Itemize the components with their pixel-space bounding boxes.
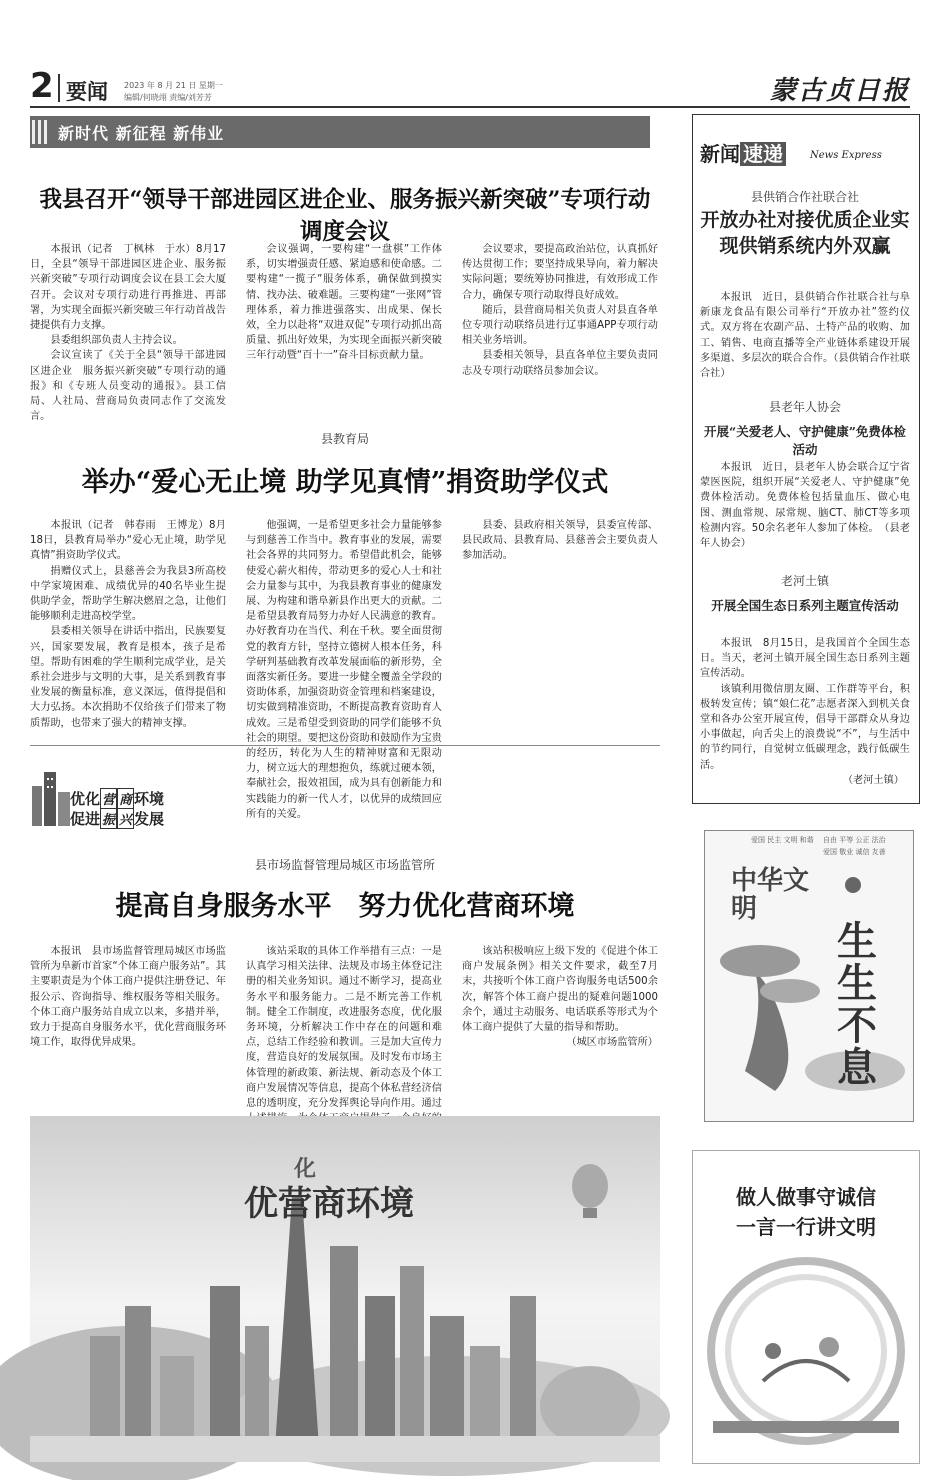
article1-paragraph: 随后，县营商局相关负责人对县直各单位专项行动联络员进行辽事通APP专项行动相关业务培训。: [462, 304, 658, 347]
promo-illustration: [30, 1116, 660, 1462]
article2-paragraph: 本报讯（记者 韩春雨 王博龙）8月18日，县教育局举办“爱心无止境，助学见真情”捐资助学仪式。: [30, 520, 226, 562]
date-line: 2023 年 8 月 21 日 星期一: [124, 81, 223, 90]
ad1-values-line3: 爱国 敬业 诚信 友善: [823, 848, 886, 856]
biz-box: 振: [100, 808, 117, 829]
article3-paragraph: 本报讯 县市场监督管理局城区市场监管所为阜新市首家“个体工商户服务站”。其主要职责是为个体工商户提供注册登记、年报公示、咨询指导、维权服务等相关服务。个体工商户服务站自成立以来，多措并举，致力于提高自身服务水平，优化营商服务环境工作，取得优异成果。: [30, 946, 226, 1049]
biz-slogan-line2: [70, 808, 164, 829]
article1-paragraph: 县委相关领导，县直各单位主要负责同志及专项行动联络员参加会议。: [462, 350, 658, 377]
article1-col1: [30, 242, 226, 424]
express-item1-body: [700, 290, 910, 381]
editor-line: 编辑/何晓翊 责编/刘芳芳: [124, 93, 212, 102]
promo-title-small: 化: [294, 1156, 317, 1182]
article1-col2: [246, 242, 442, 364]
express-item3-text2: 该镇利用微信朋友圈、工作群等平台，积极转发宣传；镇“娘仁花”志愿者深入到机关食堂和各办公室开展宣传，倡导干部群众从身边小事做起，向舌尖上的浪费说“不”，与生活中的节约同行，自觉树立低碳理念，践行低碳生活。: [700, 683, 910, 771]
article3-col3: [462, 944, 658, 1096]
article3-col1: [30, 944, 226, 1096]
express-item3-kicker: 老河土镇: [780, 574, 829, 588]
biz-box: 商: [117, 788, 134, 809]
express-item2-body: [700, 460, 910, 551]
header-rule: [30, 106, 910, 108]
section-name: 要闻: [66, 80, 108, 104]
integrity-ad: [692, 1150, 920, 1464]
page-number: 2: [30, 66, 54, 106]
ad1-big-text1: 中华文明: [731, 866, 810, 924]
article1-col3: [462, 242, 658, 379]
article2-col3: [462, 518, 658, 738]
ad1-values-line1: 爱国 民主 文明 和谐: [751, 836, 814, 844]
ad1-big-text2: 生生不息: [837, 918, 877, 1091]
express-item3-source: （老河土镇）: [842, 774, 904, 786]
express-item3-text: 本报讯 8月15日，是我国首个全国生态日。当天，老河土镇开展全国生态日系列主题宣传活动。: [700, 638, 910, 680]
article3-source: （城区市场监管所）: [566, 1037, 658, 1049]
express-item2-kicker: 县老年人协会: [768, 400, 841, 414]
article3-col2: [246, 944, 442, 1110]
article2-paragraph: 捐赠仪式上，县慈善会为我县3所高校中学家境困难、成绩优异的40名毕业生提供助学金，帮助学生解决燃眉之急，让他们能够顺利走进高校学堂。: [30, 565, 226, 623]
express-item2-headline: 开展“关爱老人、守护健康”免费体检活动: [704, 424, 906, 457]
biz-text: 优化: [70, 790, 101, 808]
article1-paragraph: 会议强调，一要构建“一盘棋”工作体系，切实增强责任感、紧迫感和使命感。二要构建“一揽子”服务体系，确保做到摸实情、找办法、破难题。三要构建“一张网”管理体系，着力推进强落实、出成果、保长效，全力以赴将“双进双促”专项行动抓出高质量、抓出好效果，为实现全面振兴新突破三年行动暨“百十一”奋斗目标贡献力量。: [246, 244, 442, 362]
banner-text: 新时代 新征程 新伟业: [58, 124, 225, 143]
promo-title: 优营商环境: [244, 1184, 414, 1224]
article2-headline: 举办“爱心无止境 助学见真情”捐资助学仪式: [81, 467, 609, 498]
article2-paragraph: 县委、县政府相关领导，县委宣传部、县民政局、县教育局、县慈善会主要负责人参加活动。: [462, 520, 658, 562]
civilization-ad: [704, 830, 914, 1122]
banner-stripes: [32, 120, 50, 148]
article2-col1: [30, 518, 226, 738]
express-item3-headline: 开展全国生态日系列主题宣传活动: [711, 598, 899, 613]
ad1-values-line2: 自由 平等 公正 法治: [823, 836, 886, 844]
express-title-b: 速递: [740, 142, 786, 166]
news-express-title: [700, 138, 786, 167]
express-item1-kicker: 县供销合作社联合社: [750, 190, 859, 204]
masthead-logo: 蒙古贞日报: [769, 76, 910, 106]
news-express-english: News Express: [810, 150, 882, 161]
biz-text: 环境: [134, 790, 165, 808]
express-item1-headline: 开放办社对接优质企业实现供销系统内外双赢: [700, 209, 910, 257]
biz-text: 促进: [70, 810, 101, 828]
article3-headline: 提高自身服务水平 努力优化营商环境: [115, 891, 575, 922]
article1-paragraph: 县委组织部负责人主持会议。: [50, 335, 183, 347]
business-environment-logo: [30, 766, 220, 826]
biz-slogan-line1: [70, 788, 164, 809]
express-item1-text: 本报讯 近日，县供销合作社联合社与阜新康龙食品有限公司举行“开放办社”签约仪式。双方将在农副产品、土特产品的收购、加工、销售、电商直播等全产业链体系建设开展多渠道、多层次的联合合作。（县供销合作社联合社）: [700, 292, 910, 380]
article1-paragraph: 会议要求，要提高政治站位，认真抓好传达贯彻工作；要坚持成果导向，着力解决实际问题；要统筹协同推进，有效形成工作合力，确保专项行动取得良好成效。: [462, 244, 658, 301]
express-title-a: 新闻: [700, 142, 740, 166]
article2-kicker: 县教育局: [320, 432, 369, 446]
header-divider: [58, 74, 60, 102]
city-skyline-illustration: [30, 1116, 660, 1462]
article3-kicker: 县市场监督管理局城区市场监管所: [254, 858, 435, 872]
biz-box: 兴: [117, 808, 134, 829]
section-divider: [30, 745, 660, 746]
ad2-line2: 一言一行讲文明: [736, 1215, 876, 1239]
article3-paragraph: 该站积极响应上级下发的《促进个体工商户发展条例》相关文件要求，截至7月末，共接听个体工商户咨询服务电话500余次，解答个体工商户提出的疑难问题1000余个，通过主动服务、电话联系等形式为个体工商户提供了大量的指导和帮助。: [462, 946, 658, 1034]
article2-paragraph: 县委相关领导在讲话中指出，民族要复兴，国家要发展，教育是根本，孩子是希望。帮助有困难的学生顺利完成学业，是关系社会进步与文明的大事，是关系到教育事业发展的衡量标准，意义深远，值得提倡和大力弘扬。本次捐助不仅给孩子们带来了物质帮助，也带来了强大的精神支撑。: [30, 626, 226, 729]
biz-box: 营: [100, 788, 117, 809]
express-item3-body: [700, 636, 910, 788]
ad2-line1: 做人做事守诚信: [736, 1185, 876, 1209]
article1-paragraph: 本报讯（记者 丁枫林 于水）8月17日，全县“领导干部进园区进企业、服务振兴新突破”专项行动调度会议在县工会大厦召开。会议对专项行动进行再推进、再部署，为实现全面振兴新突破三年行动首战告捷提供有力支撑。: [30, 244, 226, 332]
article2-paragraph: 他强调，一是希望更多社会力量能够参与到慈善工作当中。教育事业的发展，需要社会各界的共同努力。希望借此机会，能够使爱心薪火相传，带动更多的爱心人士和社会力量参与其中，为我县教育事业的健康发展、为构建和谐阜新县作出更大的贡献。二是希望县教育局努力办好人民满意的教育。办好教育功在当代、利在千秋。要全面贯彻党的教育方针，坚持立德树人根本任务，科学研判基础教育改革发展面临的新形势，全面落实新任务。要进一步健全覆盖全学段的资助体系，加强资助资金管理和档案建设，切实做到精准资助，不断提高教育资助育人成效。三是希望受到资助的同学们能够不负社会的期望。要把这份资助和鼓励作为宝贵的经历，转化为人生的精神财富和无限动力，树立远大的理想抱负，练就过硬本领，奉献社会，报效祖国，成为具有创新能力和实践能力的新一代人才，以优异的成绩回应所有的关爱。: [246, 520, 442, 820]
article1-paragraph: 会议宣读了《关于全县“领导干部进园区进企业 服务振兴新突破”专项行动的通报》和《专班人员变动的通报》。县工信局、人社局、营商局负责同志作了交流发言。: [30, 350, 226, 423]
bridge-illustration: [693, 1151, 919, 1463]
article1-headline: 我县召开“领导干部进园区进企业、服务振兴新突破”专项行动调度会议: [39, 187, 651, 245]
biz-text: 发展: [134, 810, 165, 828]
city-buildings-icon: [30, 766, 74, 826]
express-item2-text: 本报讯 近日，县老年人协会联合辽宁省蒙医医院，组织开展“关爱老人、守护健康”免费体检活动。免费体检包括量血压、做心电图、测血常规、尿常规、脑CT、肺CT等多项检测内容。50余名老年人参加了体检。 （县老年人协会）: [700, 462, 910, 550]
article3-paragraph: 该站采取的具体工作举措有三点：一是认真学习相关法律、法规及市场主体登记注册的相关业务知识。通过不断学习，提高业务水平和服务能力。二是不断完善工作机制。健全工作制度，改进服务态度，优化服务环境，分析解决工作中存在的问题和难点，总结工作经验和教训。三是加大宣传力度，营造良好的发展氛围。及时发布市场主体管理的新政策、新法规、新动态及个体工商户发展情况等信息，提高个体私营经济信息的透明度，充分发挥舆论导向作用。通过: [246, 946, 442, 1110]
article2-col2: [246, 518, 442, 820]
